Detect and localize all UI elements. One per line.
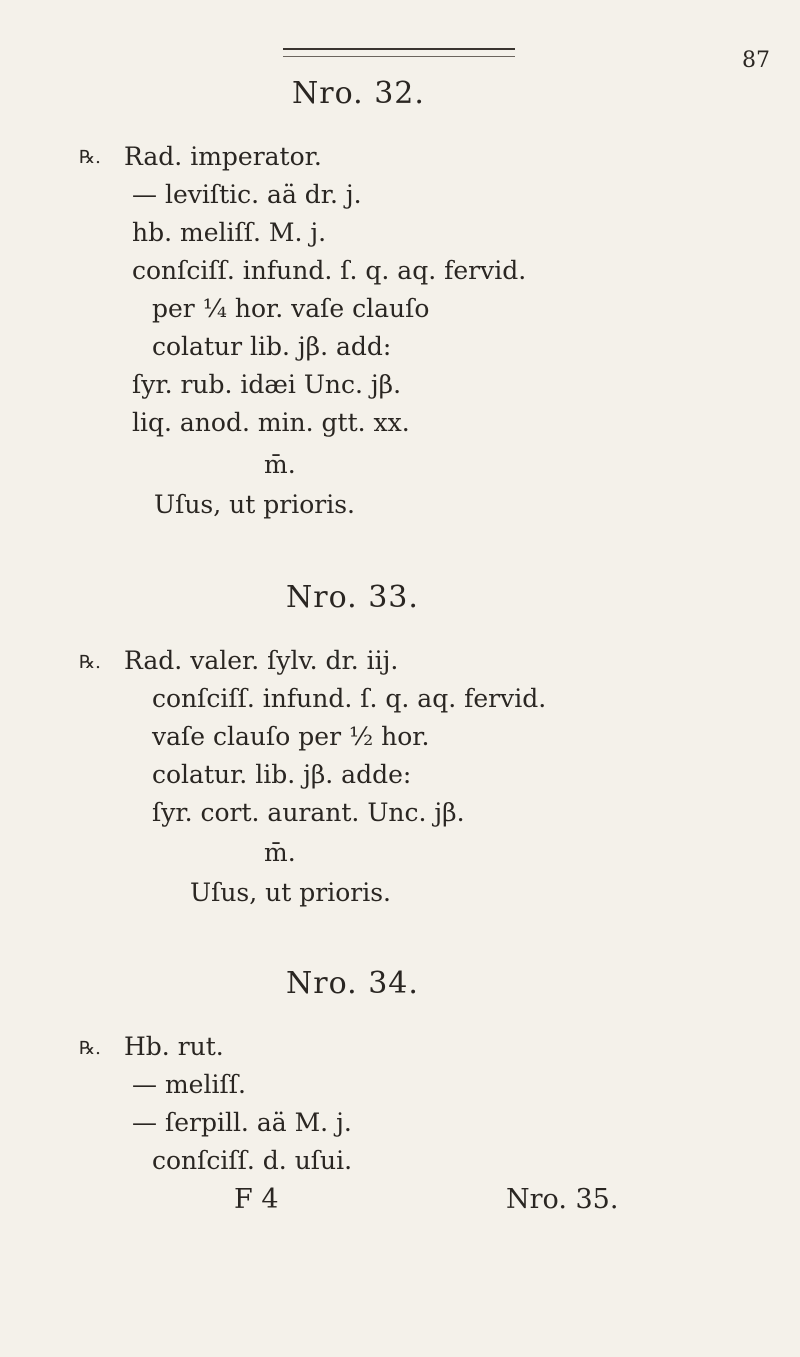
catchword: Nro. 35. — [506, 1184, 619, 1215]
recipe-line: colatur. lib. jβ. adde: — [152, 760, 412, 789]
recipe-line: conſciſſ. infund. ſ. q. aq. fervid. — [132, 256, 527, 285]
recipe-line: vaſe clauſo per ½ hor. — [152, 722, 430, 751]
recipe-line: per ¼ hor. vaſe clauſo — [152, 294, 430, 323]
header-rule-thin — [283, 56, 515, 57]
recipe-symbol: ℞. — [79, 147, 101, 168]
entry-heading: Nro. 34. — [286, 966, 419, 1001]
recipe-symbol: ℞. — [79, 1038, 101, 1059]
recipe-line: m̄. — [264, 838, 296, 867]
recipe-symbol: ℞. — [79, 652, 101, 673]
recipe-usage: Uſus, ut prioris. — [190, 878, 391, 907]
signature-mark: F 4 — [234, 1184, 279, 1215]
recipe-line: — meliſſ. — [132, 1070, 246, 1099]
entry-heading: Nro. 33. — [286, 580, 419, 615]
recipe-line: Hb. rut. — [124, 1032, 224, 1061]
recipe-line: m̄. — [264, 450, 296, 479]
recipe-line: Rad. imperator. — [124, 142, 322, 171]
entry-heading: Nro. 32. — [292, 76, 425, 111]
recipe-line: hb. meliſſ. M. j. — [132, 218, 327, 247]
recipe-line: — ſerpill. aä M. j. — [132, 1108, 352, 1137]
header-rule — [283, 48, 515, 50]
recipe-usage: Uſus, ut prioris. — [154, 490, 355, 519]
recipe-line: ſyr. cort. aurant. Unc. jβ. — [152, 798, 465, 827]
recipe-line: Rad. valer. ſylv. dr. iij. — [124, 646, 399, 675]
recipe-line: colatur lib. jβ. add: — [152, 332, 392, 361]
recipe-line: conſciſſ. d. uſui. — [152, 1146, 353, 1175]
recipe-line: ſyr. rub. idæi Unc. jβ. — [132, 370, 402, 399]
recipe-line: — leviſtic. aä dr. j. — [132, 180, 362, 209]
recipe-line: liq. anod. min. gtt. xx. — [132, 408, 410, 437]
recipe-line: conſciſſ. infund. ſ. q. aq. fervid. — [152, 684, 547, 713]
page-number: 87 — [742, 48, 770, 73]
